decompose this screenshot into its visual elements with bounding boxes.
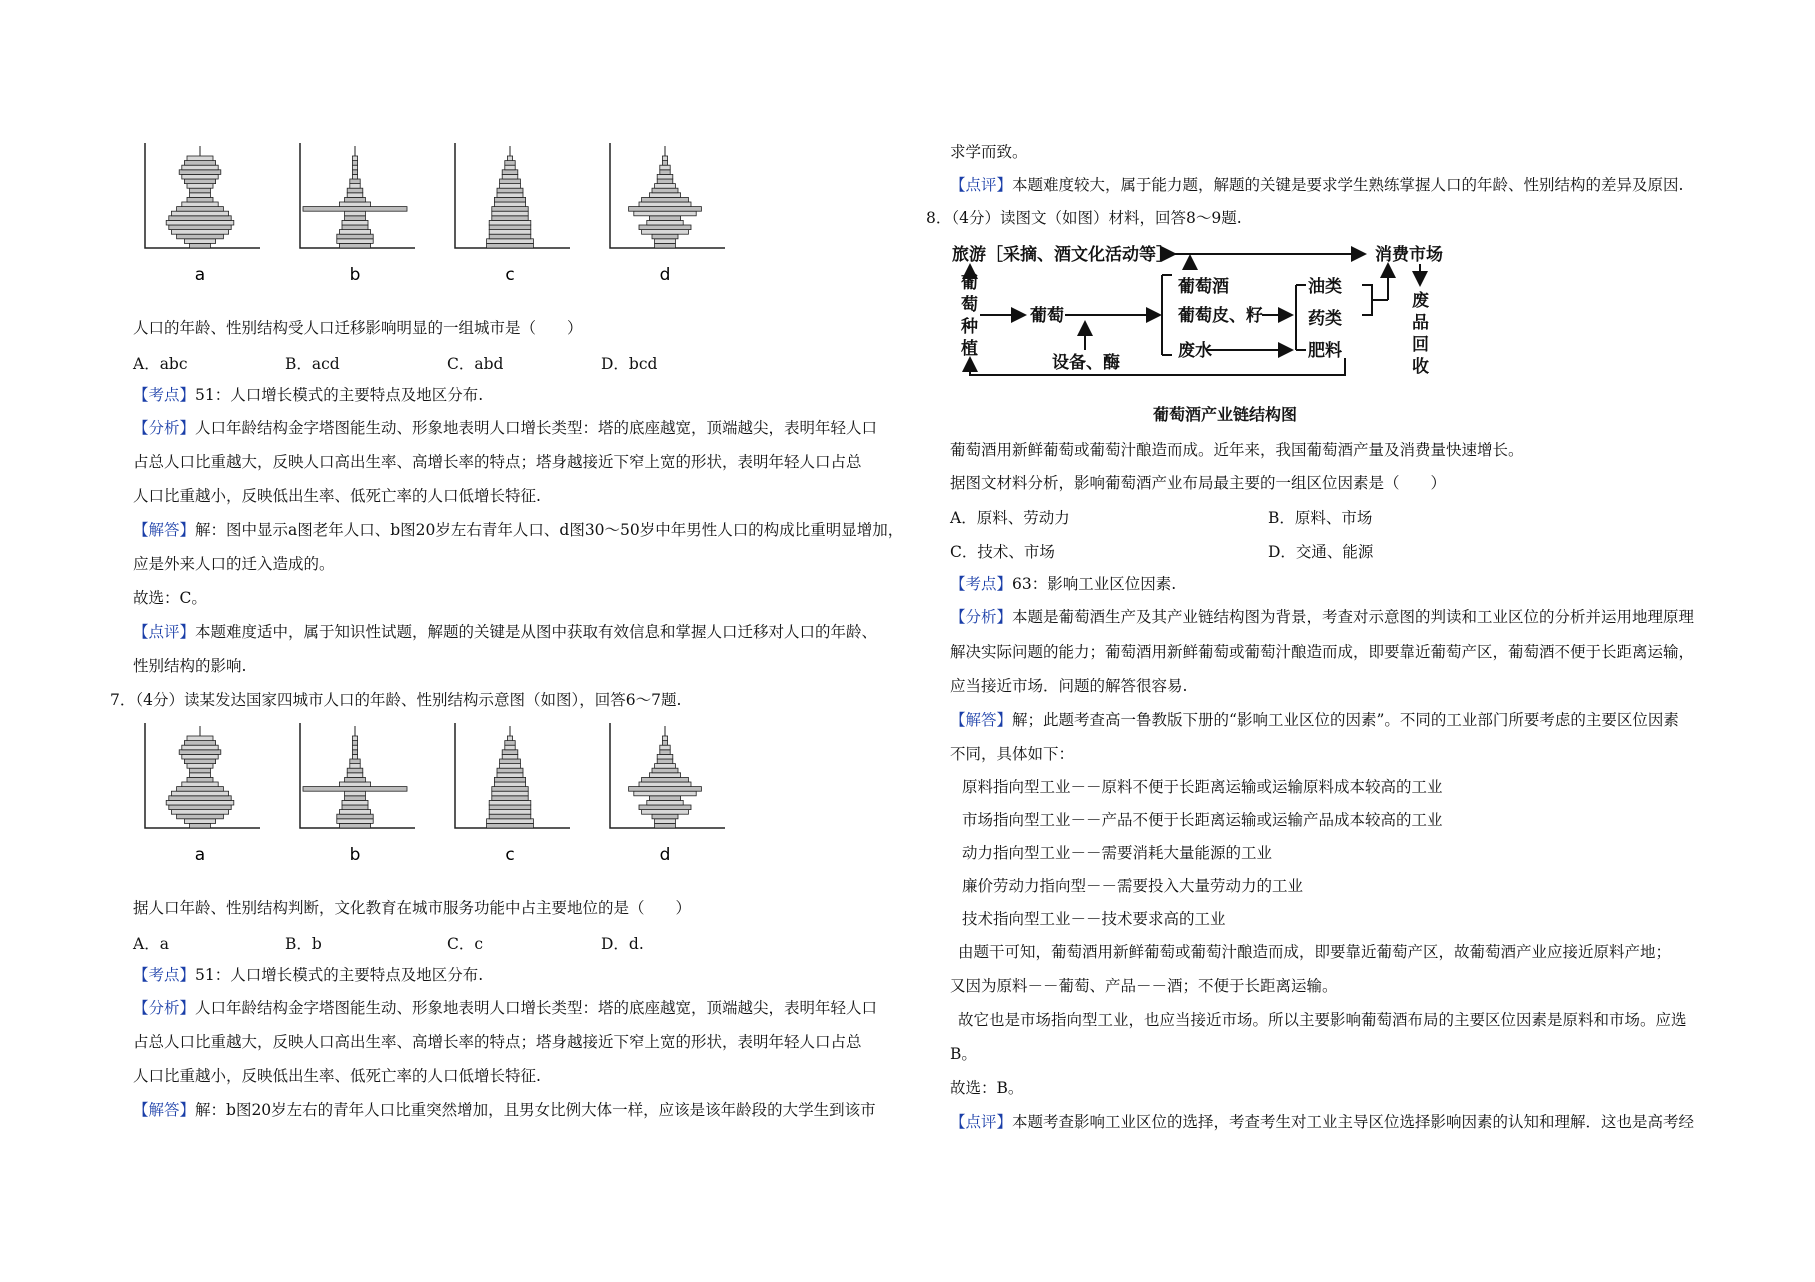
q6-dianping-line-1: [133, 622, 877, 642]
dianping-tag: 【点评】: [133, 623, 196, 641]
diagram-vertical-char: 回: [1412, 335, 1429, 355]
q8-list-item-2: 市场指向型工业－－产品不便于长距离运输或运输产品成本较高的工业: [962, 811, 1443, 829]
diagram-grape-label: 葡萄: [1030, 306, 1064, 326]
q7-continuation: 求学而致。: [950, 143, 1028, 161]
q8-fenxi-line-2: 解决实际问题的能力；葡萄酒用新鲜葡萄或葡萄汁酿造而成，即要靠近葡萄产区，葡萄酒不便于长距离运输，: [950, 643, 1695, 661]
pyramid-figure-2: [125, 718, 765, 868]
jieda-text: 解：b图20岁左右的青年人口比重突然增加，且男女比例大体一样，应该是该年龄段的大学生到该市: [195, 1101, 876, 1119]
dianping-tag: 【点评】: [950, 176, 1013, 194]
kaodian-tag: 【考点】: [133, 966, 196, 984]
pyramid-label-a: a: [194, 845, 206, 865]
diagram-recycle-label: [1412, 290, 1429, 377]
diagram-wine-label: 葡萄酒: [1178, 277, 1229, 297]
pyramid-d: [610, 723, 725, 865]
diagram-equipment-label: 设备、酶: [1052, 353, 1120, 373]
dianping-tag: 【点评】: [950, 1113, 1013, 1131]
q6-option-a: A．abc: [133, 355, 188, 373]
fenxi-tag: 【分析】: [950, 608, 1013, 626]
jieda-text: 解：图中显示a图老年人口、b图20岁左右青年人口、d图30～50岁中年男性人口的构成比重明显增加，: [195, 521, 904, 539]
diagram-tourism-label: 旅游［采摘、酒文化活动等］: [952, 245, 1173, 265]
q8-option-d: D．交通、能源: [1268, 543, 1374, 561]
q7-fenxi-line-3: 人口比重越小，反映低出生率、低死亡率的人口低增长特征.: [133, 1067, 541, 1085]
diagram-market-label: 消费市场: [1375, 245, 1443, 265]
pyramid-b: [300, 143, 415, 285]
q7-dianping: [950, 175, 1683, 195]
diagram-fertilizer-label: 肥料: [1308, 341, 1342, 361]
diagram-vertical-char: 种: [961, 317, 978, 337]
jieda-text: 解；此题考查高一鲁教版下册的“影响工业区位的因素”。不同的工业部门所要考虑的主要区位因素: [1012, 711, 1679, 729]
q6-option-d: D．bcd: [601, 355, 658, 373]
q8-option-a: A．原料、劳动力: [950, 509, 1070, 527]
q6-answer: 故选：C。: [133, 589, 207, 607]
pyramid-label-b: b: [349, 265, 361, 285]
dianping-text: 本题考查影响工业区位的选择，考查考生对工业主导区位选择影响因素的认知和理解．这也是高考经: [1012, 1113, 1695, 1131]
pyramid-a: [145, 143, 260, 285]
diagram-vertical-char: 萄: [961, 295, 978, 315]
q8-option-b: B．原料、市场: [1268, 509, 1373, 527]
q8-jieda-line-1: [950, 710, 1679, 730]
pyramid-a: [145, 723, 260, 865]
q7-fenxi-line-2: 占总人口比重越大，反映人口高出生率、高增长率的特点；塔身越接近下窄上宽的形状，表明年轻人口占总: [133, 1033, 862, 1051]
q7-kaodian: [133, 965, 483, 985]
diagram-vertical-char: 植: [961, 339, 978, 359]
q7-option-c: C．c: [447, 935, 484, 953]
q6-option-c: C．abd: [447, 355, 504, 373]
pyramid-label-c: c: [505, 845, 515, 865]
diagram-skin-label: 葡萄皮、籽: [1178, 306, 1263, 326]
q8-heading: 8．（4分）读图文（如图）材料，回答8～9题.: [926, 209, 1242, 227]
kaodian-tag: 【考点】: [133, 386, 196, 404]
q8-jieda-line-2: 不同，具体如下：: [950, 745, 1075, 763]
kaodian-tag: 【考点】: [950, 575, 1013, 593]
fenxi-text: 人口年龄结构金字塔图能生动、形象地表明人口增长类型：塔的底座越宽，顶端越尖，表明年轻人口: [195, 419, 878, 437]
q6-jieda-line-2: 应是外来人口的迁入造成的。: [133, 555, 335, 573]
dianping-text: 本题难度适中，属于知识性试题，解题的关键是从图中获取有效信息和掌握人口迁移对人口的年龄、: [195, 623, 878, 641]
q6-kaodian: [133, 385, 483, 405]
diagram-vertical-char: 品: [1412, 313, 1429, 333]
q8-option-c: C．技术、市场: [950, 543, 1055, 561]
fenxi-text: 人口年龄结构金字塔图能生动、形象地表明人口增长类型：塔的底座越宽，顶端越尖，表明年轻人口: [195, 999, 878, 1017]
kaodian-text: 63：影响工业区位因素.: [1012, 575, 1177, 593]
kaodian-text: 51：人口增长模式的主要特点及地区分布.: [195, 966, 484, 984]
q7-option-b: B．b: [285, 935, 322, 953]
q7-fenxi-line-1: [133, 998, 877, 1018]
fenxi-text: 本题是葡萄酒生产及其产业链结构图为背景，考查对示意图的判读和工业区位的分析并运用地理原理: [1012, 608, 1695, 626]
diagram-drug-label: 药类: [1308, 309, 1342, 329]
q8-fenxi-line-3: 应当接近市场．问题的解答很容易.: [950, 677, 1188, 695]
pyramid-label-a: a: [194, 265, 206, 285]
pyramid-label-d: d: [659, 845, 671, 865]
diagram-planting-label: [960, 273, 978, 359]
q8-stem: 据图文材料分析，影响葡萄酒产业布局最主要的一组区位因素是（ ）: [950, 474, 1447, 492]
diagram-caption: 葡萄酒产业链结构图: [1152, 405, 1298, 424]
q8-paragraph: 葡萄酒用新鲜葡萄或葡萄汁酿造而成。近年来，我国葡萄酒产量及消费量快速增长。: [950, 441, 1524, 459]
q8-more-line-1: 由题干可知，葡萄酒用新鲜葡萄或葡萄汁酿造而成，即要靠近葡萄产区，故葡萄酒产业应接近原料产地；: [958, 943, 1672, 961]
diagram-waste-label: 废水: [1178, 341, 1212, 361]
q6-jieda-line-1: [133, 520, 903, 540]
dianping-text: 本题难度较大，属于能力题，解题的关键是要求学生熟练掌握人口的年龄、性别结构的差异及原因.: [1012, 176, 1684, 194]
jieda-tag: 【解答】: [133, 1101, 196, 1119]
pyramid-b: [300, 723, 415, 865]
q6-fenxi-line-1: [133, 418, 877, 438]
diagram-oil-label: 油类: [1308, 277, 1342, 297]
q8-more-line-4: B。: [950, 1045, 977, 1063]
q7-option-a: A．a: [133, 935, 169, 953]
q6-fenxi-line-3: 人口比重越小，反映低出生率、低死亡率的人口低增长特征.: [133, 487, 541, 505]
diagram-vertical-char: 葡: [961, 273, 978, 293]
fenxi-tag: 【分析】: [133, 419, 196, 437]
q8-list-item-4: 廉价劳动力指向型－－需要投入大量劳动力的工业: [962, 877, 1304, 895]
pyramid-label-d: d: [659, 265, 671, 285]
q6-dianping-line-2: 性别结构的影响.: [133, 657, 247, 675]
q6-option-b: B．acd: [285, 355, 340, 373]
q8-more-line-2: 又因为原料－－葡萄、产品－－酒；不便于长距离运输。: [950, 977, 1338, 995]
q6-fenxi-line-2: 占总人口比重越大，反映人口高出生率、高增长率的特点；塔身越接近下窄上宽的形状，表明年轻人口占总: [133, 453, 862, 471]
jieda-tag: 【解答】: [950, 711, 1013, 729]
jieda-tag: 【解答】: [133, 521, 196, 539]
wine-industry-chain-diagram: [950, 240, 1470, 440]
diagram-vertical-char: 废: [1412, 291, 1429, 311]
pyramid-c: [455, 723, 570, 865]
q8-kaodian: [950, 574, 1176, 594]
q7-heading: 7．（4分）读某发达国家四城市人口的年龄、性别结构示意图（如图），回答6～7题.: [110, 691, 682, 709]
q8-answer: 故选：B。: [950, 1079, 1024, 1097]
q8-list-item-3: 动力指向型工业－－需要消耗大量能源的工业: [962, 844, 1273, 862]
q7-option-d: D．d.: [601, 935, 644, 953]
kaodian-text: 51：人口增长模式的主要特点及地区分布.: [195, 386, 484, 404]
q7-jieda-line-1: [133, 1100, 876, 1120]
q8-dianping: [950, 1112, 1694, 1132]
fenxi-tag: 【分析】: [133, 999, 196, 1017]
q7-stem: 据人口年龄、性别结构判断，文化教育在城市服务功能中占主要地位的是（ ）: [133, 899, 692, 917]
pyramid-c: [455, 143, 570, 285]
q8-list-item-5: 技术指向型工业－－技术要求高的工业: [962, 910, 1226, 928]
q6-stem: 人口的年龄、性别结构受人口迁移影响明显的一组城市是（ ）: [133, 319, 583, 337]
pyramid-figure-1: [125, 138, 765, 288]
pyramid-label-b: b: [349, 845, 361, 865]
q8-more-line-3: 故它也是市场指向型工业，也应当接近市场。所以主要影响葡萄酒布局的主要区位因素是原料和市场。应选: [958, 1011, 1687, 1029]
q8-fenxi-line-1: [950, 607, 1694, 627]
pyramid-label-c: c: [505, 265, 515, 285]
diagram-vertical-char: 收: [1412, 357, 1429, 377]
pyramid-d: [610, 143, 725, 285]
q8-list-item-1: 原料指向型工业－－原料不便于长距离运输或运输原料成本较高的工业: [962, 778, 1443, 796]
